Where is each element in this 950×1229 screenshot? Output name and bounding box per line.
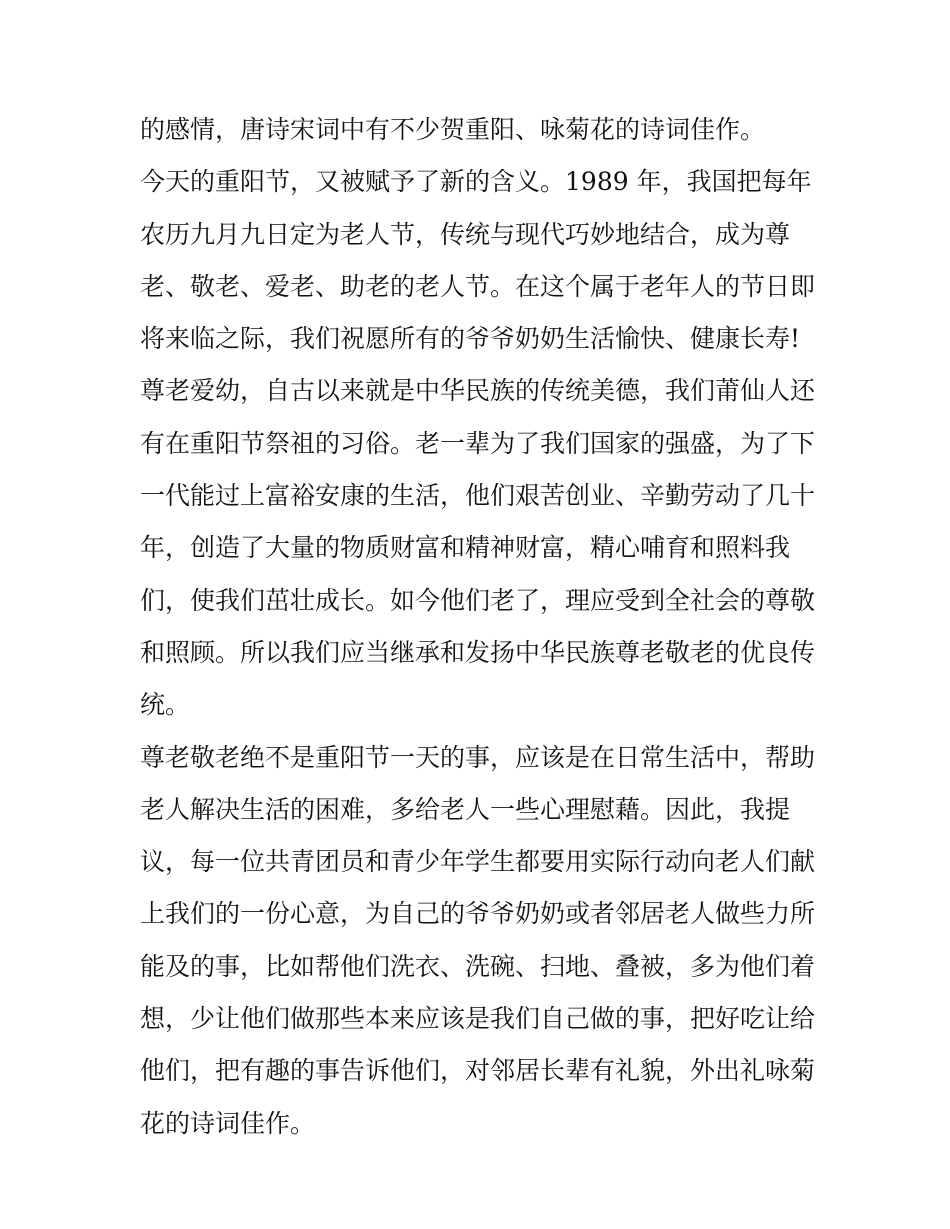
text-line: 今天的重阳节，又被赋予了新的含义。1989 年，我国把每年 — [140, 167, 812, 197]
text-line: 他们，把有趣的事告诉他们，对邻居长辈有礼貌，外出礼咏菊 — [140, 1056, 816, 1086]
body-text — [140, 104, 820, 1150]
text-line: 农历九月九日定为老人节，传统与现代巧妙地结合，成为尊 — [140, 219, 791, 249]
text-line: 的感情，唐诗宋词中有不少贺重阳、咏菊花的诗词佳作。 — [140, 115, 766, 144]
text-line: 和照顾。所以我们应当继承和发扬中华民族尊老敬老的优良传 — [140, 637, 816, 667]
text-line: 尊老敬老绝不是重阳节一天的事，应该是在日常生活中，帮助 — [140, 742, 816, 772]
text-line: 老、敬老、爱老、助老的老人节。在这个属于老年人的节日即 — [140, 271, 816, 301]
text-line: 将来临之际，我们祝愿所有的爷爷奶奶生活愉快、健康长寿! — [140, 324, 801, 354]
text-line: 老人解决生活的困难，多给老人一些心理慰藉。因此，我提 — [140, 794, 791, 824]
text-line: 有在重阳节祭祖的习俗。老一辈为了我们国家的强盛，为了下 — [140, 428, 816, 458]
text-line: 尊老爱幼，自古以来就是中华民族的传统美德，我们莆仙人还 — [140, 376, 816, 406]
text-line: 年，创造了大量的物质财富和精神财富，精心哺育和照料我 — [140, 533, 791, 563]
text-line: 能及的事，比如帮他们洗衣、洗碗、扫地、叠被，多为他们着 — [140, 951, 816, 981]
text-line: 一代能过上富裕安康的生活，他们艰苦创业、辛勤劳动了几十 — [140, 481, 816, 511]
text-line: 议，每一位共青团员和青少年学生都要用实际行动向老人们献 — [140, 847, 816, 877]
text-line: 花的诗词佳作。 — [140, 1108, 316, 1138]
text-line: 上我们的一份心意，为自己的爷爷奶奶或者邻居老人做些力所 — [140, 899, 816, 929]
text-line: 想，少让他们做那些本来应该是我们自己做的事，把好吃让给 — [140, 1004, 816, 1034]
text-line: 们，使我们茁壮成长。如今他们老了，理应受到全社会的尊敬 — [140, 585, 816, 615]
text-line: 统。 — [140, 690, 191, 720]
